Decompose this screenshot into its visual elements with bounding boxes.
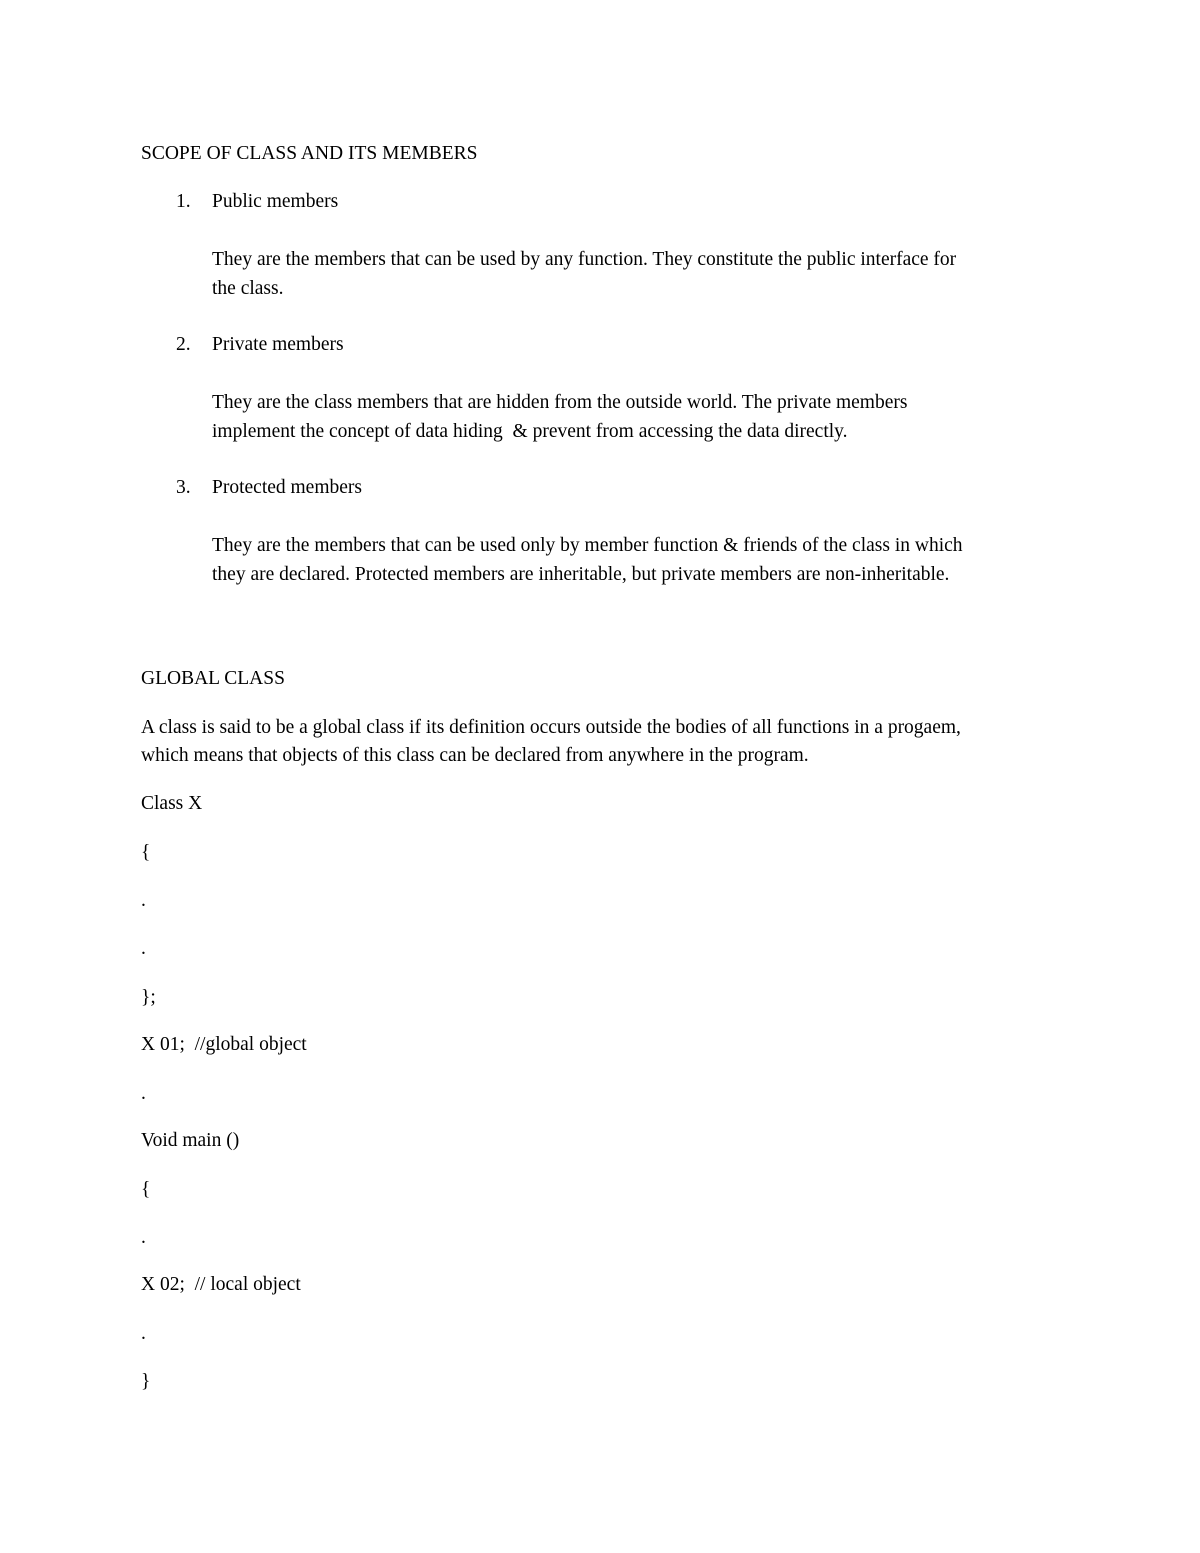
code-line: { — [141, 1179, 151, 1200]
code-line: . — [141, 938, 146, 959]
code-line: . — [141, 1323, 146, 1344]
paragraph-public-line-2: the class. — [212, 278, 284, 299]
paragraph-private-line-2: implement the concept of data hiding & prevent from accessing the data directly. — [212, 421, 848, 442]
list-item-title-public: Public members — [212, 191, 339, 212]
paragraph-private-line-1: They are the class members that are hidden from the outside world. The private members — [212, 392, 908, 413]
list-item-title-protected: Protected members — [212, 477, 362, 498]
code-line: } — [141, 1371, 151, 1392]
code-line: Void main () — [141, 1130, 240, 1151]
paragraph-protected-line-2: they are declared. Protected members are inheritable, but private members are non-inheritable. — [212, 564, 950, 585]
paragraph-public-line-1: They are the members that can be used by any function. They constitute the public interface for — [212, 249, 957, 270]
list-item-number: 1. — [176, 191, 191, 212]
section-heading-scope: SCOPE OF CLASS AND ITS MEMBERS — [141, 143, 478, 164]
paragraph-protected-line-1: They are the members that can be used only by member function & friends of the class in which — [212, 535, 963, 556]
code-line: X 01; //global object — [141, 1034, 307, 1055]
code-line: . — [141, 890, 146, 911]
section-heading-global-class: GLOBAL CLASS — [141, 668, 285, 689]
code-line: . — [141, 1227, 146, 1248]
code-line: . — [141, 1083, 146, 1104]
code-line: { — [141, 842, 151, 863]
code-line: Class X — [141, 793, 203, 814]
list-item-title-private: Private members — [212, 334, 344, 355]
paragraph-global-line-2: which means that objects of this class can be declared from anywhere in the program. — [141, 745, 809, 766]
list-item-number: 2. — [176, 334, 191, 355]
list-item-number: 3. — [176, 477, 191, 498]
paragraph-global-line-1: A class is said to be a global class if its definition occurs outside the bodies of all functions in a progaem, — [141, 717, 961, 738]
code-line: X 02; // local object — [141, 1274, 301, 1295]
code-line: }; — [141, 987, 156, 1008]
